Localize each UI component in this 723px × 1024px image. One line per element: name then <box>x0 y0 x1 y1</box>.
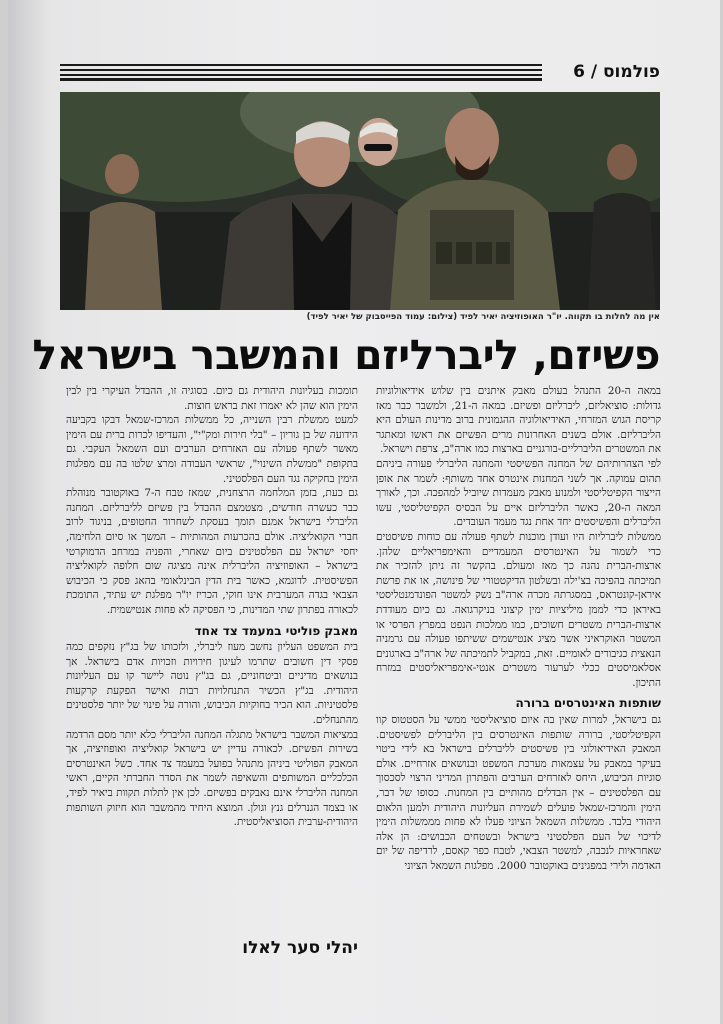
paragraph: במאה ה-20 התנהל בעולם מאבק איתנים בין שלוש אידיאולוגיות גדולות: סוציאליזם, ליברליזם ופשיזם. במאה ה-21, ולמשבר כבר מאז קריסת הגוש המזרחי, האידיאולוגיה ההגמונית ברוב מדינות העולם היא הליברליזם. אולם בשנים האחרונות מרים הפשיזם את ראשו ומאתגר את המשטרים הליברליים-בורגניים בארצות כמו ארה"ב, צרפת וישראל. <box>376 385 661 456</box>
paragraph: ממשלות ליברליות היו ועודן מוכנות לשתף פעולה עם כוחות פשיסטים כדי לשמור על האינטרסים המעמדיים והאימפריאליים שלהן. ארצות-הברית נהגה כך מאז ומעולם. בהקשר זה ניתן להזכיר את תמיכתה בהפיכה בצ'ילה ובשלטון הדיקטטורי של פינושה, או את פרשת איראן-קונטראס, במסגרתה מכרה ארה"ב נשק למשטר הפונדמנטליסטי באיראן כדי לממן מיליציות ימין קיצוני בניקרגואה. גם כיום מעודדת ארצות-הברית משטרים חשוכים, כמו ממלכות הנפט במפרץ הפרסי או המשטר האוקראיני אשר מציג אנטישמים ששיתפו פעולה עם גרמניה הנאצית כגיבורים לאומיים. זאת, במקביל לתמיכתה של ארה"ב בארגונים אסלאמיסטים ככלי לערעור משטרים אנטי-אימפריאליסטים במזרח התיכון. <box>376 530 661 689</box>
article-headline: פשיזם, ליברליזם והמשבר בישראל <box>32 331 660 379</box>
subheading: מאבק פוליטי במעמד צד אחד <box>194 623 358 638</box>
paragraph: גם בישראל, למרות שאין בה איום סוציאליסטי ממשי על הסטטוס קוו הקפיטליסטי, ברורה שותפות האינטרסים בין הליברלים לפשיסטים. המאבק האידיאולוגי בין פשיסטים לליברלים בישראל בא לידי ביטוי בעיקר במאבק על עצמאות מערכת המשפט ובנושאים אזרחיים. אולם סוגיות הכיבוש, היחס לאזרחים הערבים והפתרון המדיני הרצוי לסכסוך עם הפלסטינים – אין הבדלים מהותיים בין המחנות. כסופו של דבר, הימין והמרכז-שמאל פועלים לשמירת העליונות היהודית ולמען הלאום היהודי בלבד. ממשלות השמאל הציוני פעלו לא פחות מממשלות הימין לדיכוי של העם הפלסטיני בישראל ובשטחים הכבושים: הן אלה שאחראיות לנכבה, למשטר הצבאי, לטבח כפר קאסם, לרדיפה של יום האדמה ולירי במפגינים באוקטובר 2000. מפלגות השמאל הציוני <box>376 714 661 872</box>
paragraph: בית המשפט העליון נחשב מעוז ליברלי, ולזכותו של בג"ץ נזקפים כמה פסקי דין חשובים שתרמו לעיגון חירויות וזכויות אדם בישראל. אך בנושאים מדיניים וביטחוניים, גם בג"ץ נוטה ליישר קו עם העליונות היהודית. בג"ץ הכשיר התנחלויות רבות ואישר הפקעת קרקעות פלסטיניות. הוא הכיר בחוקיות הכיבוש, והורה על פינוי של יותר פלסטינים מהתנחלים. <box>66 641 358 727</box>
section-header <box>60 62 662 86</box>
photo-illustration <box>60 92 660 310</box>
article-photo <box>60 92 660 310</box>
photo-caption: אין מה לחלות בו תקווה. יו"ר האופוזיציה יאיר לפיד (צילום: עמוד הפייסבוק של יאיר לפיד) <box>306 312 660 322</box>
newspaper-page <box>8 0 720 1024</box>
paragraph: במציאות המשבר בישראל מתגלה המחנה הליברלי כלא יותר מסם הרדמה בשירות הפשיזם. לכאורה עדיין יש בישראל קואליציה ואופוזיציה, אך המאבק הפוליטי ביניהן מתנהל בפועל במעמד צד אחד. כשל האינטרסים הכלכליים המשותפים והשאיפה לשמר את הסדר החברתי הקיים, ראשי המחנה הליברלי אינם נאבקים בפשיזם. לכן אין לתלות תקוות ביאיר לפיד, או בצמד הגנרלים גנץ וגולן. המוצא היחיד מהמשבר הוא חיזוק השותפות היהודית-ערבית הסוציאליסטית. <box>66 728 358 829</box>
article-column-right <box>376 384 661 874</box>
paragraph: למעט ממשלת רבין השנייה, כל ממשלות המרכז-שמאל דבקו בקביעה הידועה של בן גוריון – "בלי חירות ומק"י", והעדיפו לכרות ברית עם הימין מאשר לשתף פעולה עם האזרחים הערבים ועם השמאל העקבי. גם בתקופת "ממשלת השינוי", שראשי העבודה ומרצ שלטו בה עם מפלגות הימין בחקיקה נגד העם הפלסטיני. <box>66 414 358 485</box>
section-title: פולמוס / 6 <box>573 62 660 82</box>
paragraph: לפי הצהרותיהם של המחנה הפשיסטי והמחנה הליברלי פעורה ביניהם תהום עמוקה. אך לשני המחנות אינטרס אחד משותף: לשמר את אופן הייצור הקפיטליסטי ולמנוע מאבק מעמדות שיוביל למהפכה. וכך, לאורך המאה ה-20, כאשר הליברליזם איים על הבסיס הקפיטליסטי, עשו הליברלים והפשיסטים יחד אחת נגד מעמד העובדים. <box>376 457 662 529</box>
article-column-left <box>66 384 358 830</box>
header-rules <box>60 64 542 83</box>
subheading: שותפות האינטרסים ברורה <box>515 696 661 711</box>
article-author: יהלי סער לאלו <box>242 938 358 958</box>
paragraph: תומכות בעליונות היהודית גם כיום. בסוגיה זו, ההבדל העיקרי בין לבין הימין הוא שהן לא יאמרו זאת בראש חוצות. <box>66 385 358 412</box>
paragraph: גם כעת, בזמן המלחמה הרצחנית, שמאז טבח ה-7 באוקטובר מנוהלת כבר כעשרה חודשים, מצטמצם ההבדל בין פשיזם לליברליזם. המחנה הליברלי בישראל אמנם תומך בעסקת לשחרור החטופים, בניגוד לרוב חברי הקואליציה. אולם בהכרעות המהותיות – המשך או סיום הלחימה, יחסי ישראל עם הפלסטינים ביום שאחרי, והפניה במרחב הדמוקרטי בישראל – האופוזיציה הליברלית אינה מציגה שום חלופה לקואליציה הפשיסטית. לדוגמא, כאשר בית הדין הבינלאומי בהאג פסק כי הכיבוש הצבאי בגדה המערבית אינו חוקי, הכריז יו"ר מפלגת יש עתיד, התומכת לכאורה בפתרון שתי המדינות, כי הפסיקה לא פחות אנטישמית. <box>66 487 358 616</box>
